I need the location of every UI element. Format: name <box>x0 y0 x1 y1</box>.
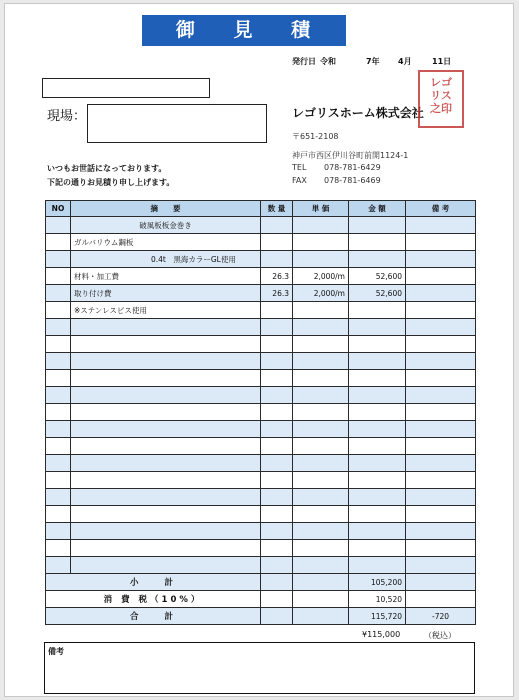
cell-note <box>406 234 476 251</box>
cell-amount <box>349 251 406 268</box>
cell-note <box>406 489 476 506</box>
table-row <box>46 472 476 489</box>
table-row <box>46 523 476 540</box>
cell-note <box>406 268 476 285</box>
cell-quantity <box>261 523 293 540</box>
cell-amount <box>349 523 406 540</box>
cell-note <box>406 506 476 523</box>
cell-description: 材料・加工費 <box>71 268 261 285</box>
table-row <box>46 302 476 319</box>
table-row <box>46 506 476 523</box>
cell-amount <box>349 404 406 421</box>
cell-note <box>406 472 476 489</box>
cell-quantity <box>261 234 293 251</box>
table-row <box>46 370 476 387</box>
cell-quantity <box>261 302 293 319</box>
cell-note <box>406 455 476 472</box>
header-no: NO <box>46 201 71 217</box>
table-row <box>46 251 476 268</box>
cell-description <box>71 438 261 455</box>
remarks-box[interactable] <box>44 642 475 694</box>
cell-description <box>71 353 261 370</box>
total-note: -720 <box>406 608 476 625</box>
header-quantity: 数 量 <box>261 201 293 217</box>
cell-note <box>406 387 476 404</box>
cell-unit-price <box>293 455 349 472</box>
header-description: 摘 要 <box>71 201 261 217</box>
cell-no <box>46 251 71 268</box>
cell-no <box>46 268 71 285</box>
cell-amount <box>349 540 406 557</box>
cell-amount <box>349 217 406 234</box>
cell-amount <box>349 506 406 523</box>
cell-unit-price <box>293 302 349 319</box>
cell-no <box>46 421 71 438</box>
cell-quantity <box>261 353 293 370</box>
cell-quantity: 26.3 <box>261 268 293 285</box>
issue-year: 7年 <box>366 57 380 66</box>
cell-unit-price <box>293 540 349 557</box>
cell-unit-price <box>293 370 349 387</box>
cell-quantity <box>261 489 293 506</box>
table-row <box>46 336 476 353</box>
cell-note <box>406 217 476 234</box>
site-field[interactable] <box>87 104 267 143</box>
cell-quantity <box>261 217 293 234</box>
cell-quantity <box>261 387 293 404</box>
table-row <box>46 319 476 336</box>
header-amount: 金 額 <box>349 201 406 217</box>
cell-unit-price <box>293 523 349 540</box>
tax-label: 消 費 税（10%） <box>46 591 261 608</box>
header-unit-price: 単 価 <box>293 201 349 217</box>
cell-no <box>46 353 71 370</box>
cell-no <box>46 285 71 302</box>
cell-quantity <box>261 370 293 387</box>
table-row <box>46 234 476 251</box>
cell-quantity <box>261 404 293 421</box>
cell-no <box>46 489 71 506</box>
cell-unit-price <box>293 506 349 523</box>
cell-no <box>46 455 71 472</box>
cell-description <box>71 523 261 540</box>
cell-amount <box>349 421 406 438</box>
cell-amount <box>349 302 406 319</box>
cell-description <box>71 455 261 472</box>
issue-month: 4月 <box>398 57 412 66</box>
cell-unit-price <box>293 557 349 574</box>
cell-no <box>46 387 71 404</box>
tax-amount: 10,520 <box>349 591 406 608</box>
cell-description <box>71 404 261 421</box>
cell-amount <box>349 336 406 353</box>
cell-amount <box>349 387 406 404</box>
final-amount: ¥115,000 <box>362 630 401 639</box>
issue-day: 11日 <box>432 57 452 66</box>
cell-no <box>46 540 71 557</box>
company-address: 神戸市西区伊川谷町前開1124-1 <box>292 151 409 160</box>
cell-quantity <box>261 455 293 472</box>
cell-unit-price: 2,000/m <box>293 268 349 285</box>
table-row <box>46 387 476 404</box>
table-row <box>46 404 476 421</box>
cell-description <box>71 370 261 387</box>
cell-amount <box>349 489 406 506</box>
cell-note <box>406 302 476 319</box>
table-row <box>46 285 476 302</box>
cell-quantity <box>261 506 293 523</box>
table-row <box>46 353 476 370</box>
company-fax: 078-781-6469 <box>324 176 381 185</box>
table-row <box>46 489 476 506</box>
cell-unit-price <box>293 234 349 251</box>
cell-quantity <box>261 336 293 353</box>
recipient-field[interactable] <box>42 78 210 98</box>
cell-amount <box>349 234 406 251</box>
cell-description <box>71 489 261 506</box>
company-name: レゴリスホーム株式会社 <box>292 106 424 120</box>
cell-amount <box>349 472 406 489</box>
table-row <box>46 540 476 557</box>
cell-note <box>406 557 476 574</box>
cell-unit-price <box>293 353 349 370</box>
cell-amount: 52,600 <box>349 285 406 302</box>
cell-no <box>46 234 71 251</box>
cell-description <box>71 336 261 353</box>
tax-row <box>46 591 476 608</box>
cell-no <box>46 370 71 387</box>
table-row <box>46 557 476 574</box>
cell-amount <box>349 370 406 387</box>
cell-unit-price: 2,000/m <box>293 285 349 302</box>
greeting-line-1: いつもお世話になっております。 <box>47 164 167 173</box>
subtotal-note <box>406 574 476 591</box>
company-tel-label: TEL <box>292 163 307 172</box>
cell-quantity <box>261 251 293 268</box>
subtotal-label: 小 計 <box>46 574 261 591</box>
cell-unit-price <box>293 472 349 489</box>
cell-quantity <box>261 438 293 455</box>
cell-note <box>406 523 476 540</box>
cell-quantity <box>261 557 293 574</box>
cell-no <box>46 217 71 234</box>
cell-note <box>406 336 476 353</box>
cell-unit-price <box>293 387 349 404</box>
cell-note <box>406 353 476 370</box>
cell-no <box>46 438 71 455</box>
cell-unit-price <box>293 336 349 353</box>
company-tel: 078-781-6429 <box>324 163 381 172</box>
cell-amount <box>349 319 406 336</box>
cell-unit-price <box>293 421 349 438</box>
cell-description <box>71 421 261 438</box>
company-fax-label: FAX <box>292 176 307 185</box>
site-label: 現場： <box>47 109 87 124</box>
cell-note <box>406 251 476 268</box>
cell-amount <box>349 353 406 370</box>
issue-date-label: 発行日 <box>292 57 316 66</box>
cell-no <box>46 302 71 319</box>
cell-no <box>46 336 71 353</box>
tax-note <box>406 591 476 608</box>
cell-amount <box>349 455 406 472</box>
cell-description: 取り付け費 <box>71 285 261 302</box>
table-header-row <box>46 201 476 217</box>
cell-no <box>46 404 71 421</box>
final-note: （税込） <box>424 631 456 640</box>
cell-note <box>406 438 476 455</box>
table-row <box>46 268 476 285</box>
cell-no <box>46 319 71 336</box>
table-row <box>46 421 476 438</box>
cell-amount <box>349 557 406 574</box>
cell-no <box>46 523 71 540</box>
cell-quantity: 26.3 <box>261 285 293 302</box>
subtotal-row <box>46 574 476 591</box>
estimate-table <box>45 200 476 625</box>
cell-note <box>406 285 476 302</box>
subtotal-amount: 105,200 <box>349 574 406 591</box>
company-seal-stamp: レゴ リス 之印 <box>418 70 464 128</box>
cell-description: ガルバリウム鋼板 <box>71 234 261 251</box>
cell-unit-price <box>293 489 349 506</box>
cell-amount <box>349 438 406 455</box>
total-row <box>46 608 476 625</box>
cell-note <box>406 370 476 387</box>
cell-unit-price <box>293 404 349 421</box>
table-row <box>46 217 476 234</box>
cell-unit-price <box>293 319 349 336</box>
cell-description: ※ステンレスビス使用 <box>71 302 261 319</box>
cell-note <box>406 421 476 438</box>
cell-unit-price <box>293 251 349 268</box>
cell-unit-price <box>293 438 349 455</box>
cell-unit-price <box>293 217 349 234</box>
header-note: 備 考 <box>406 201 476 217</box>
cell-no <box>46 506 71 523</box>
cell-note <box>406 319 476 336</box>
cell-description: 0.4t 黒海カラーGL使用 <box>71 251 261 268</box>
cell-amount: 52,600 <box>349 268 406 285</box>
total-label: 合 計 <box>46 608 261 625</box>
cell-description <box>71 387 261 404</box>
cell-no <box>46 472 71 489</box>
document-title: 御 見 積 書 <box>142 15 346 46</box>
issue-era: 令和 <box>320 57 336 66</box>
cell-no <box>46 557 71 574</box>
remarks-label: 備考 <box>48 647 64 656</box>
table-row <box>46 455 476 472</box>
company-postal: 〒651-2108 <box>292 132 339 141</box>
table-row <box>46 438 476 455</box>
cell-note <box>406 404 476 421</box>
cell-quantity <box>261 421 293 438</box>
cell-description <box>71 557 261 574</box>
cell-quantity <box>261 319 293 336</box>
cell-quantity <box>261 540 293 557</box>
cell-description <box>71 319 261 336</box>
cell-description <box>71 472 261 489</box>
greeting-line-2: 下記の通りお見積り申し上げます。 <box>47 178 175 187</box>
cell-description <box>71 506 261 523</box>
cell-description: 破風板板金巻き <box>71 217 261 234</box>
cell-quantity <box>261 472 293 489</box>
cell-description <box>71 540 261 557</box>
cell-note <box>406 540 476 557</box>
total-amount: 115,720 <box>349 608 406 625</box>
